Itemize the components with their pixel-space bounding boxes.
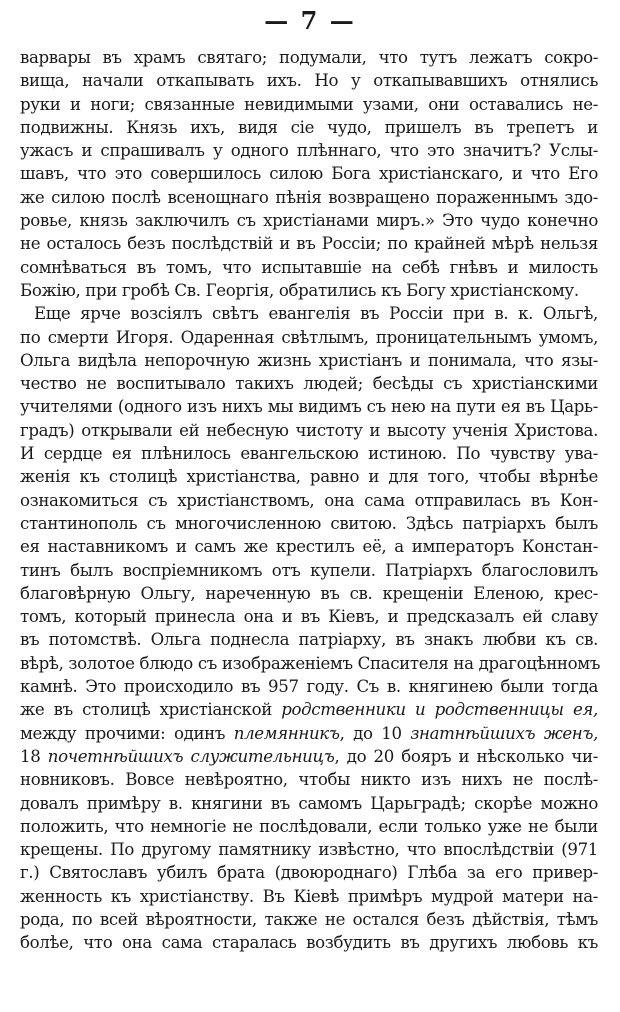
text-line: ознакомиться съ христіанствомъ, она сама отправилась въ Кон-: [20, 490, 598, 510]
text-line: сомнѣваться въ томъ, что испытавшіе на себѣ гнѣвъ и милость: [20, 257, 598, 277]
text-line: руки и ноги; связанные невидимыми узами, они оставались не-: [20, 94, 598, 114]
text-line: стантинополь съ многочисленною свитою. Здѣсь патріархъ былъ: [20, 513, 598, 533]
spaced-emphasis: родственники и родственницы ея,: [281, 700, 598, 720]
text-line: градъ) открывали ей небесную чистоту и высоту ученія Христова.: [20, 420, 598, 440]
text-line: довалъ примѣру в. княгини въ самомъ Царьградѣ; скорѣе можно: [20, 793, 598, 813]
text-line: шавъ, что это совершилось силою Бога христіанскаго, и что Его: [20, 164, 598, 184]
text-line: ея наставникомъ и самъ же крестилъ её, а императоръ Констан-: [20, 537, 598, 557]
text-line: вища, начали откапывать ихъ. Но у откапывавшихъ отнялись: [20, 71, 598, 91]
text-line: учителями (одного изъ нихъ мы видимъ съ нею на пути ея въ Царь-: [20, 397, 598, 417]
text-line: по смерти Игоря. Одаренная свѣтлымъ, проницательнымъ умомъ,: [20, 327, 598, 347]
text-line: женность къ христіанству. Въ Кіевѣ примѣръ мудрой матери на-: [20, 886, 598, 906]
text-line: И сердце ея плѣнилось евангельскою истиною. По чувству ува-: [20, 444, 598, 464]
text-line: Ольга видѣла непорочную жизнь христіанъ и понимала, что язы-: [20, 350, 598, 370]
page-number: — 7 —: [264, 6, 356, 35]
text-run: между прочими: одинъ: [20, 723, 234, 743]
text-line: вѣрѣ, золотое блюдо съ изображеніемъ Спасителя на драгоцѣнномъ: [20, 653, 601, 673]
text-run: 18: [20, 746, 48, 766]
spaced-emphasis: знатнѣйшихъ женъ,: [410, 723, 599, 743]
text-line: крещены. По другому памятнику извѣстно, что впослѣдствіи (971: [20, 840, 598, 860]
text-line: ужасъ и спрашивалъ у одного плѣннаго, что это значитъ? Услы-: [20, 141, 598, 161]
text-line: Божію, при гробѣ Св. Георгія, обратились къ Богу христіанскому.: [20, 280, 579, 300]
spaced-emphasis: племянникъ: [233, 723, 340, 743]
text-line: рода, по всей вѣроятности, также не остался безъ дѣйствія, тѣмъ: [20, 909, 598, 929]
text-line: Еще ярче возсіялъ свѣтъ евангелія въ Россіи при в. к. Ольгѣ,: [34, 304, 598, 324]
text-line: благовѣрную Ольгу, нареченную въ св. крещеніи Еленою, крес-: [20, 583, 598, 603]
text-line: томъ, который принесла она и въ Кіевъ, и предсказалъ ей славу: [20, 607, 598, 627]
text-line: тинъ былъ воспріемникомъ отъ купели. Патріархъ благословилъ: [20, 560, 598, 580]
text-line: подвижны. Князь ихъ, видя сіе чудо, пришелъ въ трепетъ и: [20, 117, 598, 137]
text-line: положить, что немногіе не послѣдовали, если только уже не были: [20, 816, 598, 836]
text-run: же въ столицѣ христіанской: [20, 700, 282, 720]
text-line: [20, 698, 598, 721]
text-line: г.) Святославъ убилъ брата (двоюроднаго) Глѣба за его привер-: [20, 863, 598, 883]
text-run: , до 20 бояръ и нѣсколько чи-: [334, 746, 598, 766]
text-line: женія къ столицѣ христіанства, равно и для того, чтобы вѣрнѣе: [20, 467, 598, 487]
text-line: новниковъ. Вовсе невѣроятно, чтобы никто изъ нихъ не послѣ-: [20, 770, 598, 790]
text-line: варвары въ храмъ святаго; подумали, что тутъ лежатъ сокро-: [20, 48, 598, 67]
text-line: [20, 745, 598, 768]
text-line: же силою послѣ всенощнаго пѣнія возвращено пораженнымъ здо-: [20, 187, 598, 207]
body-text: [20, 46, 601, 955]
text-line: камнѣ. Это происходило въ 957 году. Съ в. княгинею были тогда: [20, 677, 598, 697]
spaced-emphasis: почетнѣйшихъ служительницъ: [47, 746, 335, 766]
text-line: не осталось безъ послѣдствій и въ Россіи; по крайней мѣрѣ нельзя: [20, 234, 598, 254]
text-line: въ потомствѣ. Ольга поднесла патріарху, въ знакъ любви къ св.: [20, 630, 598, 650]
text-line: чество не воспитывало такихъ людей; бесѣды съ христіанскими: [20, 374, 598, 394]
text-line: ровье, князь заключилъ съ христіанами миръ.» Это чудо конечно: [20, 211, 598, 231]
text-run: , до 10: [339, 723, 411, 743]
text-line: [20, 722, 598, 745]
text-line: болѣе, что она сама старалась возбудить въ другихъ любовь къ: [20, 933, 598, 953]
